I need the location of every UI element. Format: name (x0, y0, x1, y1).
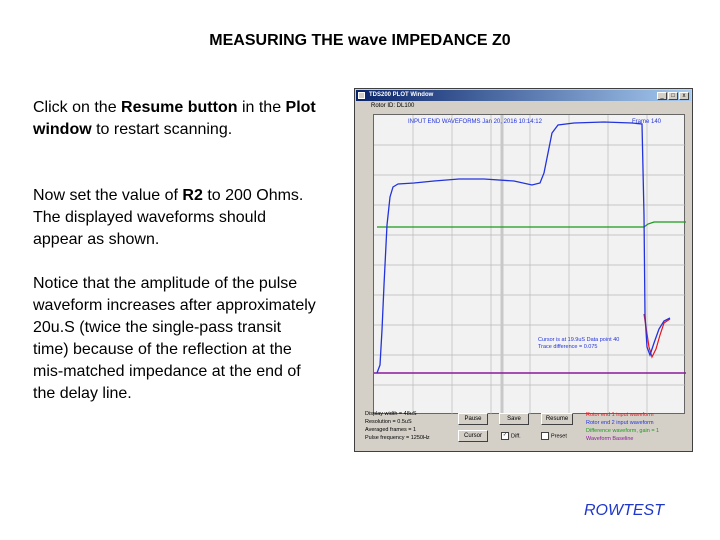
para2-text-c: to 200 Ohms. The displayed waveforms should appear as shown. (33, 187, 304, 248)
minimize-button[interactable]: _ (657, 92, 667, 100)
para1-text-c: in the (237, 99, 286, 116)
legend-end2: Rotor end 2 input waveform (586, 420, 654, 426)
resume-button[interactable]: Resume (541, 413, 573, 425)
preset-checkbox-box[interactable] (541, 432, 549, 440)
rotor-id: Rotor ID: DL100 (371, 103, 415, 109)
para1-bold-resume: Resume button (121, 99, 238, 116)
difference-waveform (377, 222, 686, 227)
pause-button[interactable]: Pause (458, 413, 488, 425)
para1-bold-plot-window: Plot window (33, 99, 316, 138)
plot-window (354, 88, 693, 452)
cursor-readout: Cursor is at 19.9uS Data point 40 (538, 337, 620, 343)
diff-checkbox-label: Diff. (511, 433, 521, 440)
pulse-frequency-label: Pulse frequency = 1250Hz (365, 435, 430, 441)
plot-grid (374, 115, 686, 415)
close-button[interactable]: x (679, 92, 689, 100)
maximize-button[interactable]: □ (668, 92, 678, 100)
preset-checkbox-label: Preset (551, 433, 567, 440)
footer-brand: ROWTEST (584, 502, 664, 519)
preset-checkbox[interactable] (541, 432, 567, 440)
instruction-paragraph-2 (33, 185, 318, 251)
para1-text-e: to restart scanning. (91, 121, 233, 138)
averaged-frames-label: Averaged frames = 1 (365, 427, 417, 433)
cursor-button[interactable]: Cursor (458, 430, 488, 442)
trace-difference-readout: Trace difference = 0.075 (538, 344, 598, 350)
legend-baseline: Waveform Baseline (586, 436, 634, 442)
app-icon (358, 92, 365, 99)
waveform-plot[interactable] (373, 114, 685, 414)
instruction-paragraph-3: Notice that the amplitude of the pulse waveform increases after approximately 20u.S (twice the single-pass transit time) because of the reflection at the mis-matched impedance at the end of the delay line. (33, 275, 316, 402)
window-titlebar[interactable] (356, 90, 691, 101)
diff-checkbox-box[interactable]: ✓ (502, 432, 508, 438)
plot-header-label: INPUT END WAVEFORMS Jan 20, 2016 10:14:12 (408, 119, 542, 125)
end2-waveform (377, 122, 670, 373)
para2-text-a: Now set the value of (33, 187, 183, 204)
para2-bold-r2: R2 (182, 187, 203, 204)
legend-end1: Rotor end 1 input waveform (586, 412, 654, 418)
save-button[interactable]: Save (499, 413, 529, 425)
legend-difference: Difference waveform, gain = 1 (586, 428, 660, 434)
instruction-paragraph-1 (33, 97, 318, 141)
diff-checkbox[interactable] (501, 432, 521, 440)
slide-title: MEASURING THE wave IMPEDANCE Z0 (209, 32, 511, 49)
waveform-svg (374, 115, 686, 415)
display-width-label: Display width = 48uS (365, 411, 417, 417)
resolution-label: Resolution = 0.5uS (365, 419, 412, 425)
window-title: TDS200 PLOT Window (369, 92, 434, 98)
frame-counter: Frame 140 (632, 119, 662, 125)
para1-text-a: Click on the (33, 99, 122, 116)
